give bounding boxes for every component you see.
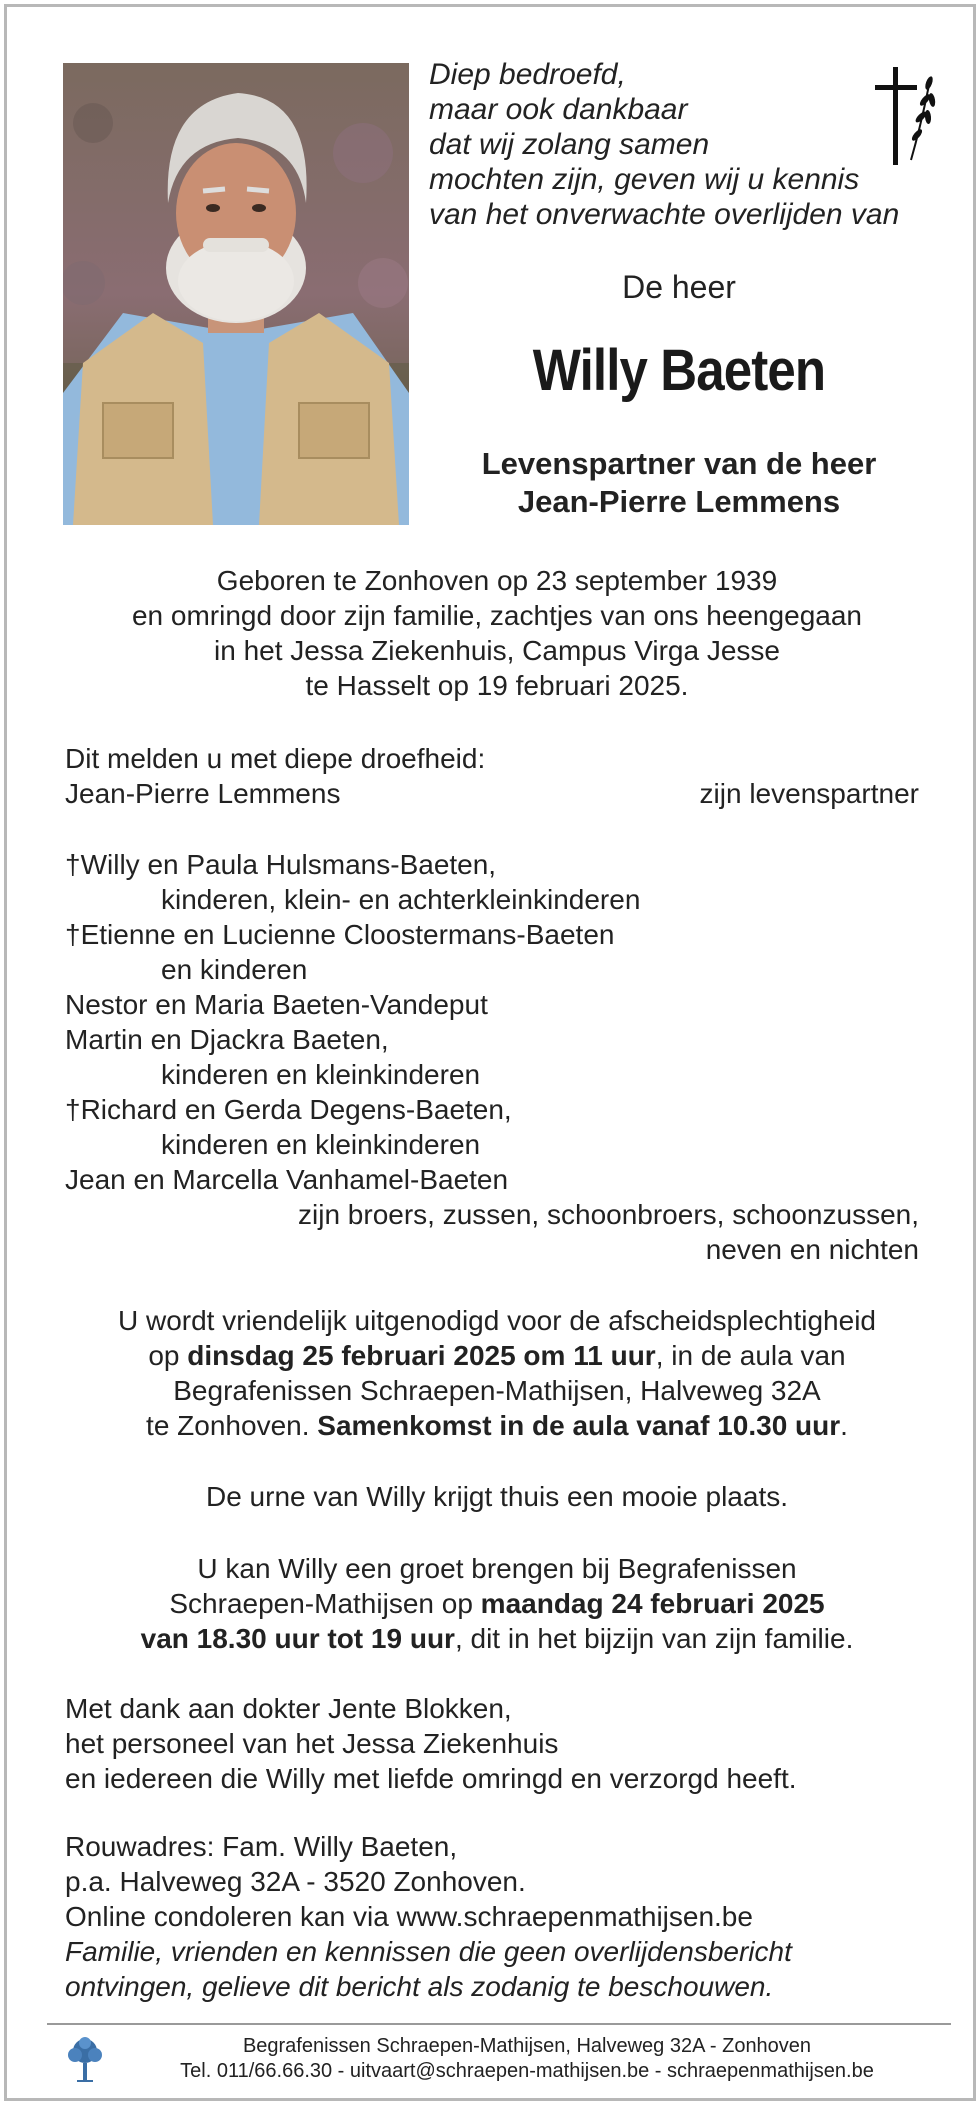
birth-details [47, 563, 947, 703]
family-heading: Dit melden u met diepe droefheid: [65, 743, 486, 774]
sibling-sub: kinderen en kleinkinderen [161, 1059, 481, 1090]
address-line: Rouwadres: Fam. Willy Baeten, [65, 1831, 458, 1862]
ceremony-line [47, 1338, 947, 1373]
family-list [65, 741, 945, 1267]
sibling-sub: en kinderen [161, 954, 308, 985]
birth-line: en omringd door zijn familie, zachtjes van ons heengegaan [131, 600, 862, 631]
intro-line: Diep bedroefd, [429, 58, 626, 91]
funeral-home-footer [107, 2034, 947, 2084]
thanks-line: en iedereen die Willy met liefde omringd en verzorgd heeft. [65, 1763, 797, 1794]
partner-line-1: Levenspartner van de heer [481, 446, 877, 481]
visit-text: , dit in het bijzijn van zijn familie. [454, 1623, 854, 1654]
family-relation-line: neven en nichten [705, 1234, 919, 1265]
sibling-name: †Richard en Gerda Degens-Baeten, [65, 1094, 512, 1125]
urn-text: De urne van Willy krijgt thuis een mooie plaats. [205, 1481, 789, 1512]
address-line: p.a. Halveweg 32A - 3520 Zonhoven. [65, 1866, 526, 1897]
sibling-name: Martin en Djackra Baeten, [65, 1024, 389, 1055]
birth-line: in het Jessa Ziekenhuis, Campus Virga Jesse [214, 635, 780, 666]
intro-line: maar ook dankbaar [429, 93, 688, 126]
ceremony-text: te Zonhoven. [146, 1410, 318, 1441]
family-relation-line: zijn broers, zussen, schoonbroers, schoonzussen, [298, 1199, 919, 1230]
visit-details [47, 1551, 947, 1656]
family-partner-name: Jean-Pierre Lemmens [65, 778, 341, 809]
family-partner-role: zijn levenspartner [699, 778, 919, 809]
visit-text: Schraepen-Mathijsen op [169, 1588, 481, 1619]
family-partner-row [65, 776, 945, 811]
ceremony-line [47, 1408, 947, 1443]
visit-time: van 18.30 uur tot 19 uur [140, 1623, 455, 1654]
visit-date: maandag 24 februari 2025 [480, 1588, 825, 1619]
birth-line: Geboren te Zonhoven op 23 september 1939 [216, 565, 778, 596]
deceased-name: Willy Baeten [532, 338, 826, 403]
ceremony-line: Begrafenissen Schraepen-Mathijsen, Halveweg 32A [173, 1375, 821, 1406]
sibling-name: Nestor en Maria Baeten-Vandeput [65, 989, 488, 1020]
visit-line: U kan Willy een groet brengen bij Begrafenissen [197, 1553, 797, 1584]
condolence-line: Online condoleren kan via www.schraepenmathijsen.be [65, 1901, 753, 1932]
obituary-card [4, 4, 976, 2101]
sibling-sub: kinderen en kleinkinderen [161, 1129, 481, 1160]
tree-logo-icon [65, 2035, 105, 2083]
visit-line [47, 1586, 947, 1621]
intro-line: dat wij zolang samen [429, 128, 710, 161]
salutation: De heer [622, 269, 736, 305]
visit-line [47, 1621, 947, 1656]
partner-line [429, 445, 929, 521]
sibling-name: Jean en Marcella Vanhamel-Baeten [65, 1164, 509, 1195]
portrait-photo [63, 63, 409, 525]
intro-line: van het onverwachte overlijden van [429, 198, 900, 231]
cross-with-wheat-icon [859, 65, 937, 169]
note-line: Familie, vrienden en kennissen die geen overlijdensbericht [65, 1936, 792, 1967]
footer-divider [47, 2023, 951, 2025]
thanks-line: Met dank aan dokter Jente Blokken, [65, 1693, 512, 1724]
partner-line-2: Jean-Pierre Lemmens [517, 484, 841, 519]
ceremony-text: . [840, 1410, 848, 1441]
intro-text [429, 57, 909, 232]
sibling-name: †Etienne en Lucienne Cloostermans-Baeten [65, 919, 615, 950]
ceremony-text: , in de aula van [655, 1340, 846, 1371]
sibling-sub: kinderen, klein- en achterkleinkinderen [161, 884, 641, 915]
ceremony-line: U wordt vriendelijk uitgenodigd voor de afscheidsplechtigheid [117, 1305, 876, 1336]
footer-contact: Tel. 011/66.66.30 - uitvaart@schraepen-mathijsen.be - schraepenmathijsen.be [180, 2060, 874, 2082]
address-block [65, 1829, 945, 2004]
ceremony-details [47, 1303, 947, 1443]
thanks-line: het personeel van het Jessa Ziekenhuis [65, 1728, 559, 1759]
note-line: ontvingen, gelieve dit bericht als zodanig te beschouwen. [65, 1971, 774, 2002]
thanks-text [65, 1691, 945, 1796]
birth-line: te Hasselt op 19 februari 2025. [305, 670, 689, 701]
intro-line: mochten zijn, geven wij u kennis [429, 163, 860, 196]
ceremony-text: op [148, 1340, 188, 1371]
ceremony-gathering: Samenkomst in de aula vanaf 10.30 uur [317, 1410, 841, 1441]
footer-address: Begrafenissen Schraepen-Mathijsen, Halveweg 32A - Zonhoven [242, 2035, 812, 2057]
sibling-name: †Willy en Paula Hulsmans-Baeten, [65, 849, 497, 880]
ceremony-date: dinsdag 25 februari 2025 om 11 uur [187, 1340, 656, 1371]
